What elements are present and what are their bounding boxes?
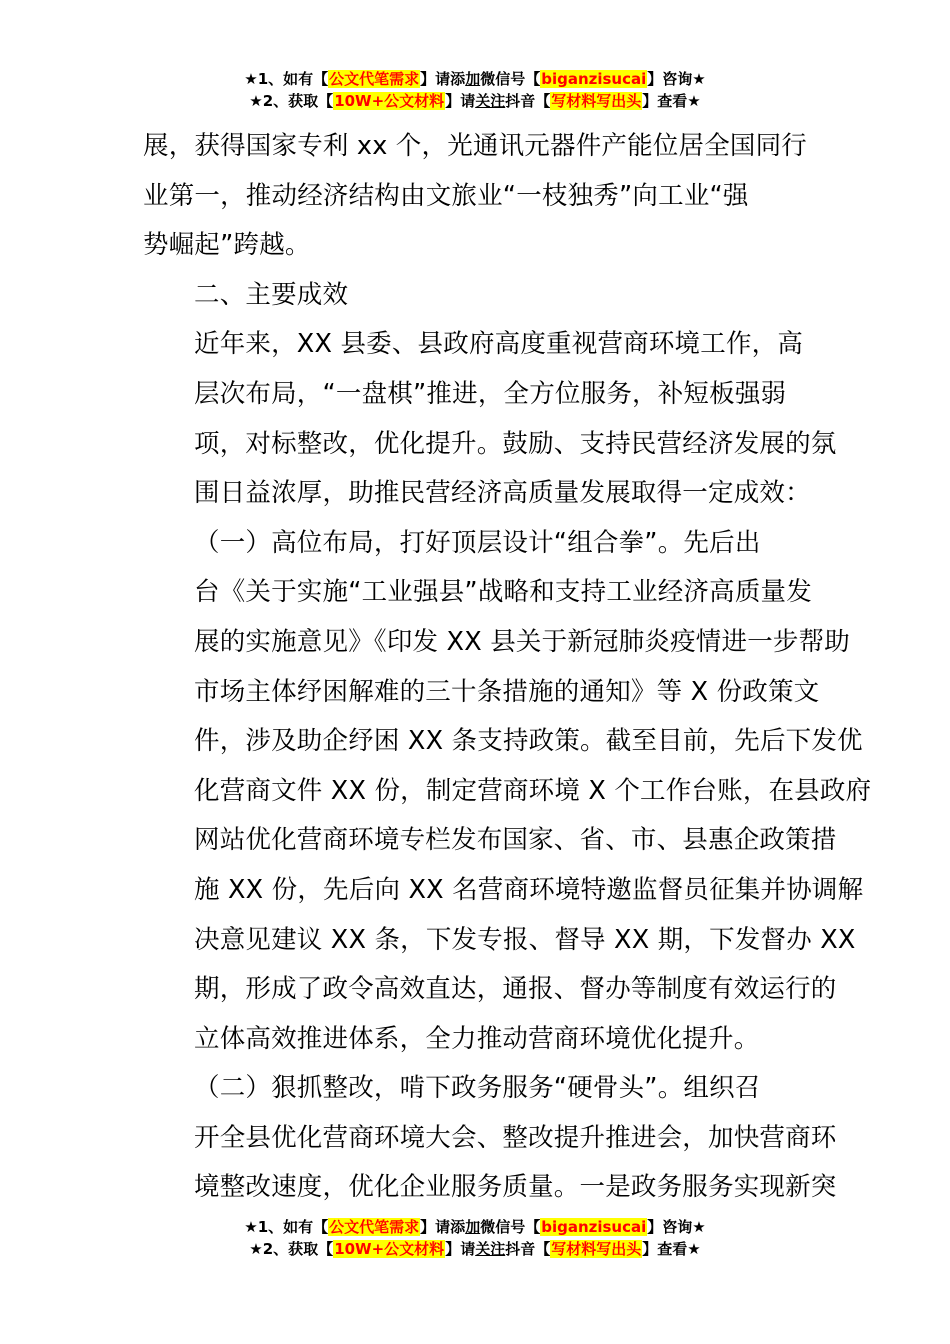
- banner-line-1: ★1、如有【公文代笔需求】请添加微信号【biganzisucai】咨询★: [244, 70, 706, 88]
- text-line: 展的实施意见》《印发 XX 县关于新冠肺炎疫情进一步帮助: [194, 626, 851, 657]
- paragraph: [143, 320, 837, 518]
- text-line: 期，形成了政令高效直达，通报、督办等制度有效运行的: [194, 974, 837, 1005]
- paragraph: [143, 519, 872, 1065]
- banner-highlight: 10W+公文材料: [334, 92, 445, 110]
- text-line: 施 XX 份，先后向 XX 名营商环境特邀监督员征集并协调解: [194, 874, 864, 905]
- text-line: 境整改速度，优化企业服务质量。一是政务服务实现新突: [194, 1172, 837, 1203]
- text-line: 市场主体纾困解难的三十条措施的通知》等 X 份政策文: [194, 676, 820, 707]
- banner-douyin-id: 写材料写出头: [551, 1240, 642, 1258]
- text-line: 势崛起”跨越。: [143, 230, 311, 261]
- text-line: 件，涉及助企纾困 XX 条支持政策。截至目前，先后下发优: [194, 726, 863, 757]
- banner-wechat-id: biganzisucai: [541, 70, 647, 88]
- text-line: 二、主要成效: [194, 279, 349, 310]
- paragraph: [143, 122, 807, 271]
- banner-highlight: 公文代笔需求: [329, 70, 420, 88]
- banner-highlight: 10W+公文材料: [334, 1240, 445, 1258]
- banner-highlight: 公文代笔需求: [329, 1218, 420, 1236]
- banner-line-2: ★2、获取【10W+公文材料】请关注抖音【写材料写出头】查看★: [249, 1240, 701, 1258]
- text-line: 项，对标整改，优化提升。鼓励、支持民营经济发展的氛: [194, 428, 837, 459]
- text-line: 围日益浓厚，助推民营经济高质量发展取得一定成效：: [194, 478, 811, 509]
- section-heading: [143, 271, 807, 321]
- footer-banner: [0, 1216, 950, 1260]
- header-banner: [0, 68, 950, 112]
- document-body: [143, 122, 872, 1213]
- text-line: 开全县优化营商环境大会、整改提升推进会，加快营商环: [194, 1122, 837, 1153]
- banner-line-1: ★1、如有【公文代笔需求】请添加微信号【biganzisucai】咨询★: [244, 1218, 706, 1236]
- text-line: 网站优化营商环境专栏发布国家、省、市、县惠企政策措: [194, 825, 837, 856]
- text-line: 展，获得国家专利 xx 个，光通讯元器件产能位居全国同行: [143, 131, 807, 161]
- banner-douyin-id: 写材料写出头: [551, 92, 642, 110]
- text-line: 立体高效推进体系，全力推动营商环境优化提升。: [194, 1023, 760, 1054]
- text-line: 层次布局，“一盘棋”推进，全方位服务，补短板强弱: [194, 378, 787, 409]
- text-line: （一）高位布局，打好顶层设计“组合拳”。先后出: [194, 527, 761, 558]
- text-line: 近年来，XX 县委、县政府高度重视营商环境工作，高: [194, 329, 804, 360]
- text-line: 业第一，推动经济结构由文旅业“一枝独秀”向工业“强: [143, 180, 749, 211]
- banner-wechat-id: biganzisucai: [541, 1218, 647, 1236]
- text-line: 台《关于实施“工业强县”战略和支持工业经济高质量发: [194, 577, 812, 608]
- text-line: （二）狠抓整改，啃下政务服务“硬骨头”。组织召: [194, 1073, 761, 1104]
- text-line: 决意见建议 XX 条，下发专报、督导 XX 期，下发督办 XX: [194, 924, 856, 955]
- banner-line-2: ★2、获取【10W+公文材料】请关注抖音【写材料写出头】查看★: [249, 92, 701, 110]
- paragraph: [143, 1064, 837, 1213]
- text-line: 化营商文件 XX 份，制定营商环境 X 个工作台账，在县政府: [194, 775, 872, 806]
